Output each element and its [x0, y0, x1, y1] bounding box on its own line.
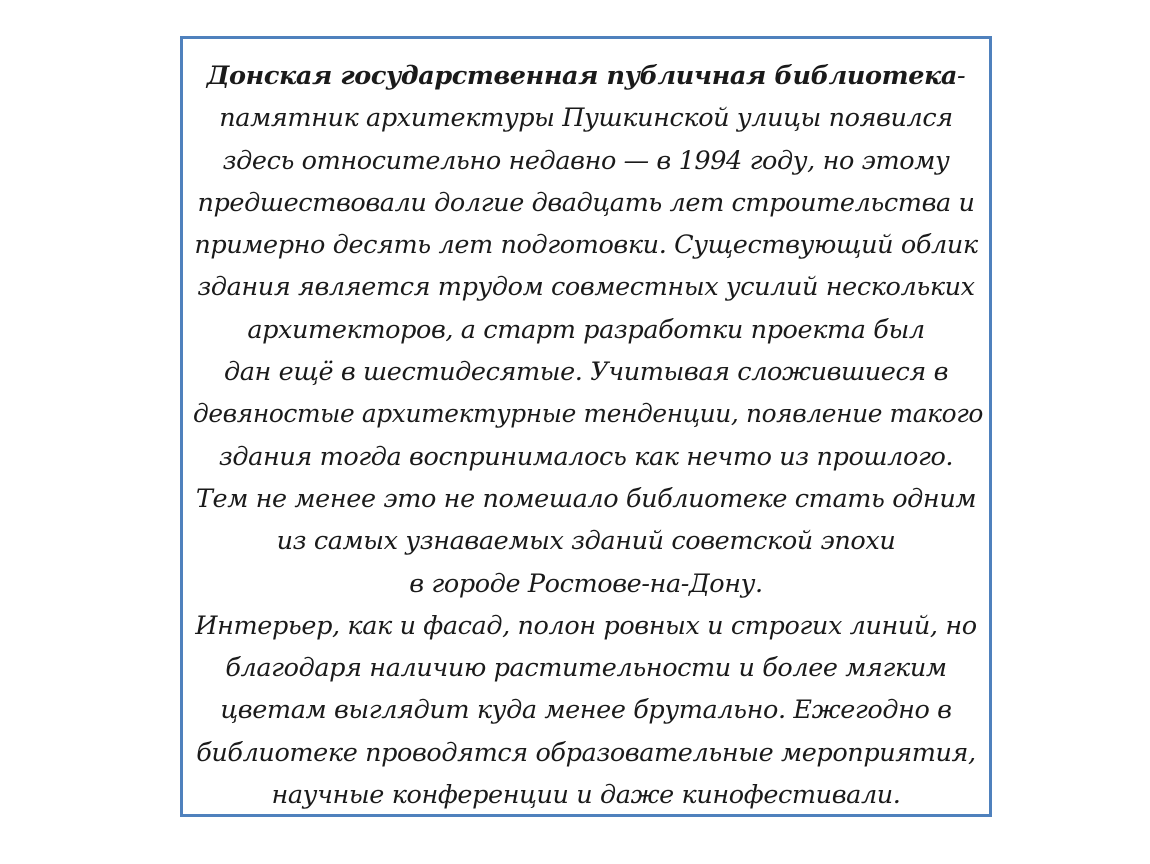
text-line: благодаря наличию растительности и более мягким: [225, 653, 947, 684]
text-body: [183, 55, 989, 816]
text-line: из самых узнаваемых зданий советской эпохи: [276, 526, 896, 557]
lead-dash: -: [957, 61, 966, 91]
text-box: [180, 36, 992, 817]
text-line: девяностые архитектурные тенденции, появление такого: [192, 399, 983, 430]
text-line: здания тогда воспринималось как нечто из прошлого.: [218, 441, 954, 472]
text-line: цветам выглядит куда менее брутально. Ежегодно в: [220, 695, 952, 726]
text-line: в городе Ростове-на-Дону.: [409, 568, 763, 599]
text-line: архитекторов, а старт разработки проекта был: [247, 314, 925, 345]
text-line: памятник архитектуры Пушкинской улицы появился: [219, 103, 953, 134]
text-line: научные конференции и даже кинофестивали.: [271, 780, 901, 811]
text-line: здесь относительно недавно — в 1994 году, но этому: [222, 145, 950, 176]
text-line: примерно десять лет подготовки. Существующий облик: [194, 230, 978, 261]
text-line: дан ещё в шестидесятые. Учитывая сложившиеся в: [223, 357, 949, 388]
lead-line: [183, 55, 989, 97]
text-line: здания является трудом совместных усилий нескольких: [197, 272, 975, 303]
lead-title: Донская государственная публичная библиотека: [206, 61, 957, 91]
text-line: Тем не менее это не помешало библиотеке стать одним: [195, 483, 977, 514]
text-line: библиотеке проводятся образовательные мероприятия,: [196, 737, 976, 768]
text-line: Интерьер, как и фасад, полон ровных и строгих линий, но: [195, 610, 977, 641]
text-line: предшествовали долгие двадцать лет строительства и: [197, 187, 975, 218]
